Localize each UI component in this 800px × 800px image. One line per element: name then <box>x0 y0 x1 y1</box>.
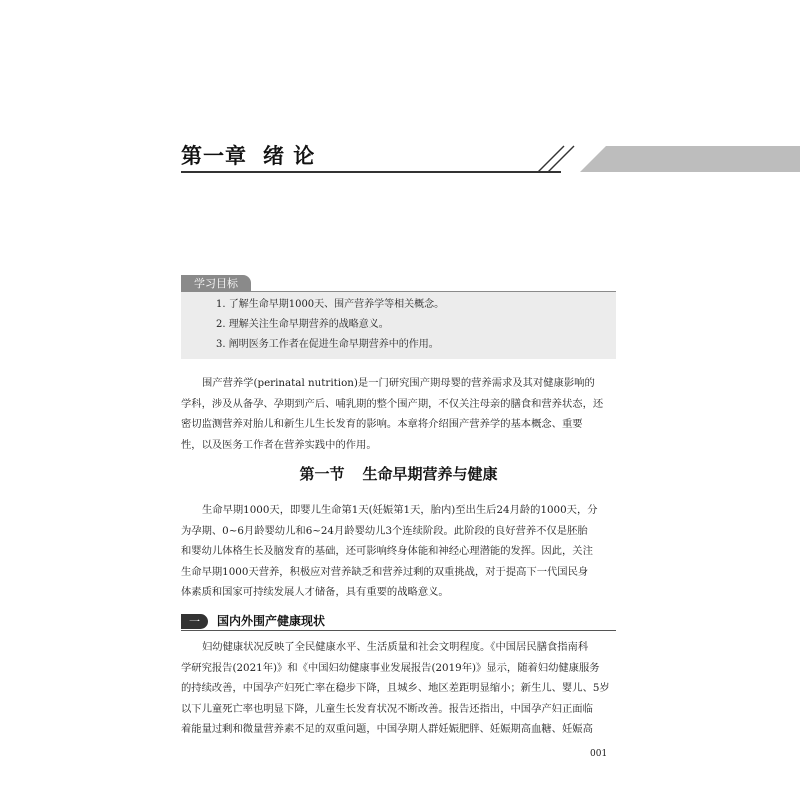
subsection-number: 一 <box>181 614 208 629</box>
chapter-header <box>181 143 617 169</box>
chapter-underline <box>181 171 561 173</box>
learning-objectives <box>181 275 616 359</box>
text-line: 密切监测营养对胎儿和新生儿生长发育的影响。本章将介绍围产营养学的基本概念、重要 <box>181 418 583 430</box>
chapter-name: 绪 论 <box>263 144 316 168</box>
subsection-rule <box>181 630 616 631</box>
page-number: 001 <box>590 749 608 759</box>
section-title <box>181 465 616 483</box>
objective-item: 1. 了解生命早期1000天、围产营养学等相关概念。 <box>216 299 445 310</box>
text-line: 学科，涉及从备孕、孕期到产后、哺乳期的整个围产期，不仅关注母亲的膳食和营养状态，还 <box>181 397 604 410</box>
text-line: 的持续改善，中国孕产妇死亡率在稳步下降，且城乡、地区差距明显缩小；新生儿、婴儿、5岁 <box>181 682 610 694</box>
text-line: 为孕期、0~6月龄婴幼儿和6~24月龄婴幼儿3个连续阶段。此阶段的良好营养不仅是胚胎 <box>181 524 588 537</box>
objective-item: 3. 阐明医务工作者在促进生命早期营养中的作用。 <box>216 339 439 350</box>
section-paragraph <box>181 500 616 603</box>
chapter-number: 第一章 <box>181 144 247 168</box>
subsection-title: 国内外围产健康现状 <box>217 614 326 628</box>
section-name: 生命早期营养与健康 <box>362 465 498 483</box>
text-line: 生命早期1000天营养，积极应对营养缺乏和营养过剩的双重挑战，对于提高下一代国民身 <box>181 565 589 578</box>
text-line: 妇幼健康状况反映了全民健康水平、生活质量和社会文明程度。《中国居民膳食指南科 <box>202 641 589 653</box>
text-line: 生命早期1000天，即婴儿生命第1天(妊娠第1天，胎内)至出生后24月龄的1000天，分 <box>202 504 598 516</box>
chapter-title <box>181 143 315 169</box>
text-line: 性，以及医务工作者在营养实践中的作用。 <box>181 438 377 451</box>
subsection-header <box>181 614 616 629</box>
objective-item: 2. 理解关注生命早期营养的战略意义。 <box>216 319 389 330</box>
subsection-paragraph <box>181 637 616 740</box>
intro-paragraph <box>181 373 616 455</box>
text-line: 以下儿童死亡率也明显下降，儿童生长发育状况不断改善。报告还指出，中国孕产妇正面临 <box>181 702 593 715</box>
text-line: 体素质和国家可持续发展人才储备，具有重要的战略意义。 <box>181 586 449 598</box>
text-line: 围产营养学(perinatal nutrition)是一门研究围产期母婴的营养需求及其对健康影响的 <box>202 377 595 389</box>
objectives-heading: 学习目标 <box>181 275 251 292</box>
text-line: 和婴幼儿体格生长及脑发育的基础，还可影响终身体能和神经心理潜能的发挥。因此，关注 <box>181 545 593 557</box>
objectives-box <box>181 292 616 359</box>
section-number: 第一节 <box>299 465 345 483</box>
chapter-decoration <box>536 143 800 173</box>
text-line: 学研究报告(2021年)》和《中国妇幼健康事业发展报告(2019年)》显示，随着妇幼健康服务 <box>181 661 600 674</box>
text-line: 着能量过剩和微量营养素不足的双重问题，中国孕期人群妊娠肥胖、妊娠期高血糖、妊娠高 <box>181 723 593 735</box>
